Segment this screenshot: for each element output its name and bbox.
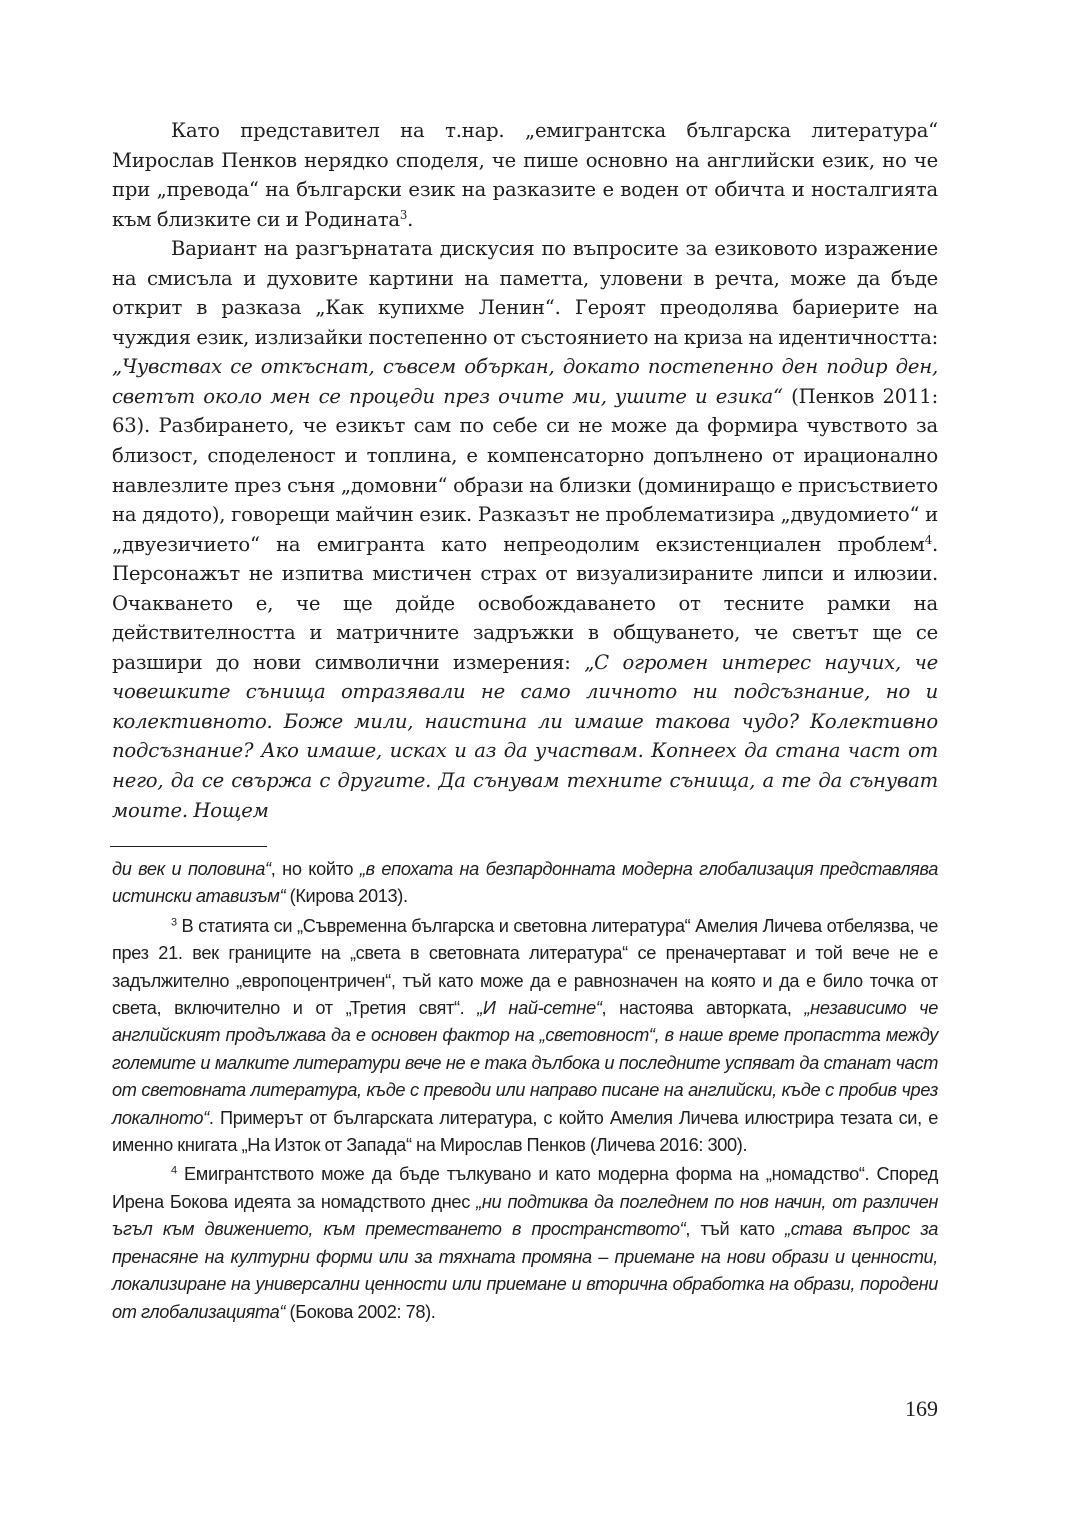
footnote-ref-4[interactable]: 4 [924,532,932,547]
footnote-marker-4: 4 [171,1164,177,1177]
footnote-4: $^4$ Емигрантството може да бъде тълкувано и като модерна форма на „номадство“. Според Ирена Бокова идеята за номадството днес „ни подтиква да погледнем по нов начин, от различен ъгъл към движението, към преместването в пространството“, тъй като „става въпрос за пренасяне на културни форми или за тяхната промяна – приемане на нови образи и ценности, локализиране на универсални ценности или приемане и вторична обработка на образи, породени от глобализацията“ (Бокова 2002: 78). [112,1164,939,1322]
footnote-3: $^3$ В статията си „Съвременна българска и световна литература“ Амелия Личева отбелязва, че през 21. век границите на „света в световната литература“ се преначертават и той вече не е задължително „европоцентричен“, тъй като може да е равнозначен на която и да е било точка от света, включително и от „Третия свят“. „И най-сетне“, настоява авторката, „независимо че английският продължава да е основен фактор на „световност“, в наше време пропастта между големите и малките литератури вече не е така дълбока и последните успяват да станат част от световната литература, къде с преводи или направо писане на английски, къде с пробив чрез локалното“. Примерът от българската литература, с който Амелия Личева илюстрира тезата си, е именно книгата „На Изток от Запада“ на Мирослав Пенков (Личева 2016: 300). [112,915,938,1156]
footnotes [112,856,938,1326]
paragraph-1: Като представител на т.нар. „емигрантска българска литература“ Мирослав Пенков нерядко споделя, че пише основно на английски език, но че при „превода“ на български език на разказите е воден от обичта и носталгията към близките си и Родината$^3$. [112,119,938,231]
paragraph-2: Вариант на разгърнатата дискусия по въпросите за езиковото изражение на смисъла и духовите картини на паметта, уловени в речта, може да бъде открит в разказа „Как купихме Ленин“. Героят преодолява бариерите на чуждия език, излизайки постепенно от състоянието на криза на идентичността: „Чувствах се откъснат, съвсем объркан, докато постепенно ден подир ден, светът около мен се процеди през очите ми, ушите и езика“ (Пенков 2011: 63). Разбирането, че езикът сам по себе си не може да формира чувството за близост, споделеност и топлина, е компенсаторно допълнено от ирационално навлезлите през съня „домовни“ образи на близки (доминиращо е присъствието на дядото), говорещи майчин език. Разказът не проблематизира „двудомието“ и „двуезичието“ на емигранта като непреодолим екзистенциален проблем$^4$. Персонажът не изпитва мистичен страх от визуализираните липси и илюзии. Очакването е, че ще дойде освобождаването от тесните рамки на действителността и матричните задръжки в общуването, че светът ще се разшири до нови символични измерения: „С огромен интерес научих, че човешките сънища отразявали не само личното ни подсъзнание, но и колективното. Боже мили, наистина ли имаше такова чудо? Колективно подсъзнание? Ако имаше, исках и аз да участвам. Копнеех да стана част от него, да се свържа с другите. Да сънувам техните сънища, а те да сънуват моите. Нощем [112,237,938,822]
footnote-ref-3[interactable]: 3 [399,207,408,222]
quote: „С огромен интерес научих, че човешките сънища отразявали не само личното ни подсъзнание, но и колективното. Боже мили, наистина ли имаше такова чудо? Колективно подсъзнание? Ако имаше, исках и аз да участвам. Копнеех да стана част от него, да се свържа с другите. Да сънувам техните сънища, а те да сънуват моите. Нощем [112,650,938,822]
footnote-separator [110,846,267,847]
footnote-marker-3: 3 [171,916,177,929]
main-text [112,116,938,825]
page-number: 169 [905,1396,938,1421]
quote: „Чувствах се откъснат, съвсем объркан, докато постепенно ден подир ден, светът около мен се процеди през очите ми, ушите и езика“ [112,355,938,408]
footnote-continuation: ди век и половина“, но който „в епохата на безпардонната модерна глобализация представлява истински атавизъм“ (Кирова 2013). [112,859,938,907]
